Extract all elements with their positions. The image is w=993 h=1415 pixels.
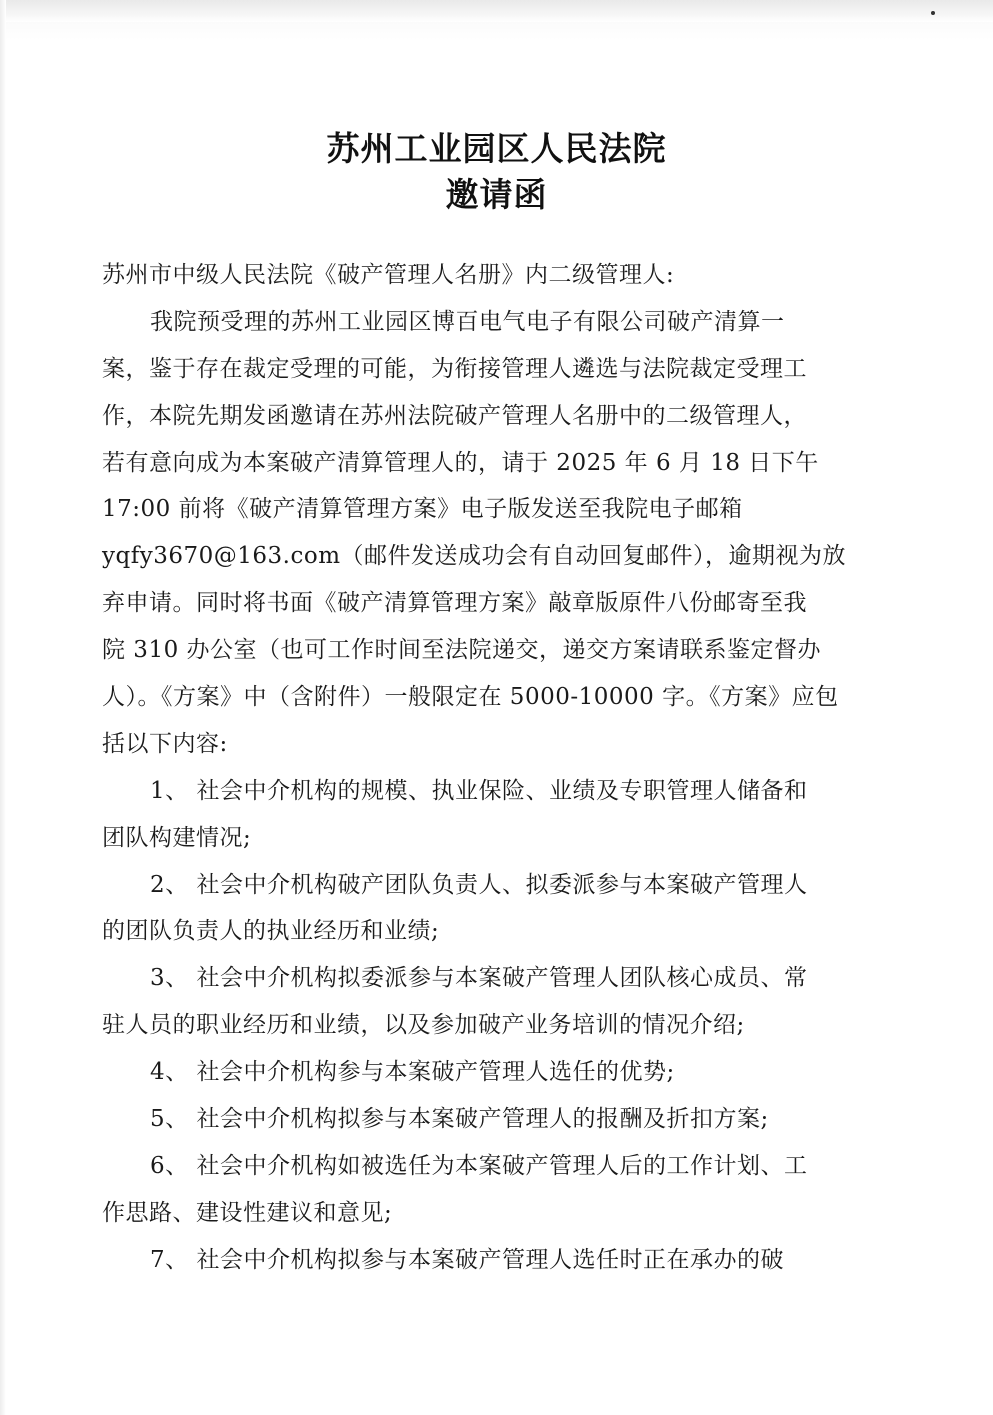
- paragraph-line: 17:00 前将《破产清算管理方案》电子版发送至我院电子邮箱: [102, 496, 743, 523]
- list-item: 2、 社会中介机构破产团队负责人、拟委派参与本案破产管理人: [150, 871, 808, 898]
- list-item: 6、 社会中介机构如被选任为本案破产管理人后的工作计划、工: [150, 1152, 808, 1179]
- list-item: 4、 社会中介机构参与本案破产管理人选任的优势;: [150, 1059, 675, 1086]
- scan-top-strip: [0, 0, 993, 22]
- paragraph-line: 括以下内容:: [102, 730, 228, 757]
- list-item-continuation: 驻人员的职业经历和业绩，以及参加破产业务培训的情况介绍;: [102, 1012, 745, 1039]
- title-block: [0, 126, 993, 218]
- court-name: 苏州工业园区人民法院: [326, 129, 667, 168]
- list-item-continuation: 作思路、建设性建议和意见;: [102, 1199, 393, 1226]
- paragraph-line: 弃申请。同时将书面《破产清算管理方案》敲章版原件八份邮寄至我: [102, 590, 807, 617]
- email-line: yqfy3670@163.com（邮件发送成功会有自动回复邮件），逾期视为放: [102, 543, 847, 570]
- document-title: 邀请函: [445, 175, 548, 214]
- paragraph-line: 人）。《方案》中（含附件）一般限定在 5000-10000 字。《方案》应包: [102, 684, 839, 711]
- paragraph-line: 作，本院先期发函邀请在苏州法院破产管理人名册中的二级管理人，: [102, 402, 807, 429]
- list-item-continuation: 的团队负责人的执业经历和业绩;: [102, 918, 440, 945]
- paragraph-line: 若有意向成为本案破产清算管理人的，请于 2025 年 6 月 18 日下午: [102, 449, 819, 476]
- list-item: 3、 社会中介机构拟委派参与本案破产管理人团队核心成员、常: [150, 965, 808, 992]
- list-item: 5、 社会中介机构拟参与本案破产管理人的报酬及折扣方案;: [150, 1106, 769, 1133]
- paragraph-line: 院 310 办公室（也可工作时间至法院递交，递交方案请联系鉴定督办: [102, 637, 822, 664]
- list-item: 7、 社会中介机构拟参与本案破产管理人选任时正在承办的破: [150, 1246, 784, 1273]
- scan-artifact-dot: [931, 11, 935, 15]
- paragraph-line: 我院预受理的苏州工业园区博百电气电子有限公司破产清算一: [150, 308, 785, 335]
- list-item-continuation: 团队构建情况;: [102, 824, 252, 851]
- salutation: 苏州市中级人民法院《破产管理人名册》内二级管理人:: [102, 262, 675, 288]
- paragraph-line: 案，鉴于存在裁定受理的可能，为衔接管理人遴选与法院裁定受理工: [102, 355, 807, 382]
- letter-body: [102, 252, 892, 1284]
- list-item: 1、 社会中介机构的规模、执业保险、业绩及专职管理人储备和: [150, 777, 808, 804]
